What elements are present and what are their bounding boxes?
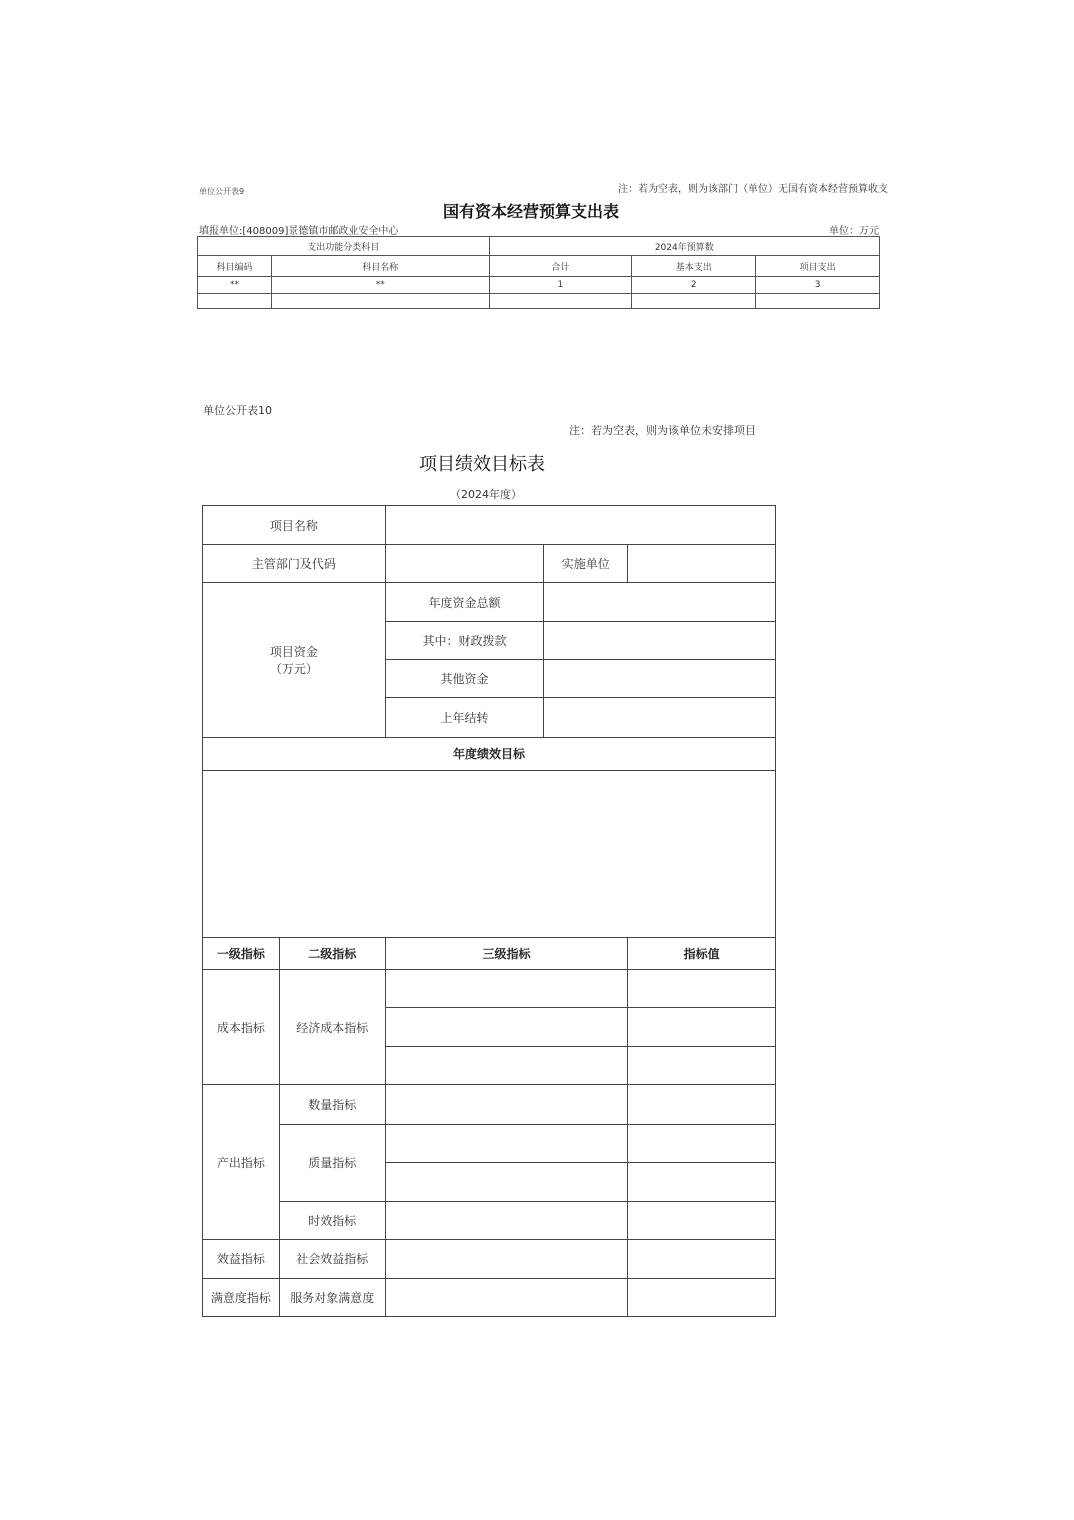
indicator-benefit: 效益指标: [203, 1239, 280, 1278]
indicator-econ-cost: 经济成本指标: [279, 970, 385, 1085]
value-cell: [628, 1008, 776, 1047]
value-cell: [628, 1047, 776, 1085]
page-title-performance: 项目绩效目标表: [419, 454, 545, 475]
indicator-social-benefit: 社会效益指标: [279, 1239, 385, 1278]
label-other-funds: 其他资金: [385, 660, 544, 698]
value-project-name: [385, 506, 775, 545]
level3-cell: [385, 1201, 628, 1239]
label-carryover: 上年结转: [385, 698, 544, 737]
value-carryover: [544, 698, 776, 737]
level3-cell: [385, 1085, 628, 1124]
label-annual-goal: 年度绩效目标: [203, 737, 776, 770]
value-dept-code: [385, 545, 544, 583]
funds-unit: （万元）: [269, 661, 318, 676]
indicator-cost: 成本指标: [203, 970, 280, 1085]
level3-cell: [385, 1047, 628, 1085]
value-cell: [628, 970, 776, 1008]
code-cell: **: [271, 277, 489, 294]
label-project-name: 项目名称: [203, 506, 386, 545]
empty-cell: [198, 294, 272, 309]
label-annual-total: 年度资金总额: [385, 583, 544, 622]
header-indicator-value: 指标值: [628, 938, 776, 970]
form-label-9: 单位公开表9: [199, 187, 245, 196]
value-cell: [628, 1278, 776, 1316]
header-level2: 二级指标: [279, 938, 385, 970]
value-annual-goal: [203, 770, 776, 937]
indicator-timeliness: 时效指标: [279, 1201, 385, 1239]
empty-cell: [632, 294, 756, 309]
value-cell: [628, 1162, 776, 1201]
code-cell: 3: [756, 277, 880, 294]
header-budget-2024: 2024年预算数: [489, 237, 879, 256]
empty-cell: [489, 294, 632, 309]
empty-cell: [271, 294, 489, 309]
code-cell: **: [198, 277, 272, 294]
value-fiscal-appropriation: [544, 622, 776, 660]
indicator-quantity: 数量指标: [279, 1085, 385, 1124]
currency-unit: 单位：万元: [829, 226, 879, 237]
indicator-service-satisfaction: 服务对象满意度: [279, 1278, 385, 1316]
note-empty-table: 注：若为空表，则为该部门（单位）无国有资本经营预算收支: [618, 184, 888, 195]
label-impl-unit: 实施单位: [544, 545, 628, 583]
level3-cell: [385, 1008, 628, 1047]
page-title-capital-budget: 国有资本经营预算支出表: [443, 202, 620, 221]
note-no-project: 注：若为空表，则为该单位未安排项目: [569, 424, 756, 437]
value-other-funds: [544, 660, 776, 698]
label-fiscal-appropriation: 其中：财政拨款: [385, 622, 544, 660]
level3-cell: [385, 1239, 628, 1278]
label-project-funds: [203, 583, 386, 737]
value-cell: [628, 1124, 776, 1162]
performance-goal-table: [202, 505, 776, 1317]
level3-cell: [385, 970, 628, 1008]
header-basic-expenditure: 基本支出: [632, 256, 756, 277]
fiscal-year: （2024年度）: [450, 488, 522, 501]
level3-cell: [385, 1278, 628, 1316]
header-level3: 三级指标: [385, 938, 628, 970]
header-total: 合计: [489, 256, 632, 277]
header-subject-code: 科目编码: [198, 256, 272, 277]
indicator-satisfaction: 满意度指标: [203, 1278, 280, 1316]
level3-cell: [385, 1162, 628, 1201]
value-impl-unit: [628, 545, 776, 583]
reporting-unit: 填报单位:[408009]景德镇市邮政业安全中心: [199, 226, 399, 237]
header-level1: 一级指标: [203, 938, 280, 970]
form-label-10: 单位公开表10: [203, 404, 272, 417]
indicator-output: 产出指标: [203, 1085, 280, 1239]
label-dept-code: 主管部门及代码: [203, 545, 386, 583]
code-cell: 2: [632, 277, 756, 294]
value-cell: [628, 1239, 776, 1278]
value-cell: [628, 1085, 776, 1124]
capital-budget-table: [197, 236, 880, 309]
header-function-class: 支出功能分类科目: [198, 237, 490, 256]
header-subject-name: 科目名称: [271, 256, 489, 277]
empty-cell: [756, 294, 880, 309]
indicator-quality: 质量指标: [279, 1124, 385, 1201]
level3-cell: [385, 1124, 628, 1162]
value-annual-total: [544, 583, 776, 622]
value-cell: [628, 1201, 776, 1239]
code-cell: 1: [489, 277, 632, 294]
header-project-expenditure: 项目支出: [756, 256, 880, 277]
funds-label: 项目资金: [269, 644, 318, 659]
